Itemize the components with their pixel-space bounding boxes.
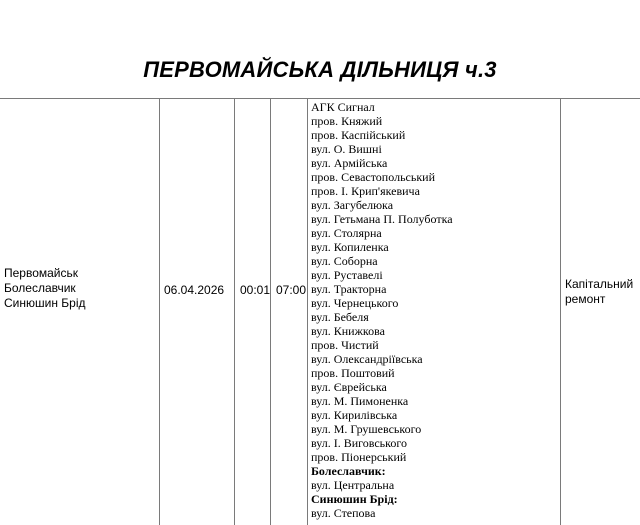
area-name: Первомайськ — [4, 266, 79, 280]
street-item: вул. М. Грушевського — [311, 422, 422, 436]
street-group-heading: Болеславчик: — [311, 464, 386, 478]
areas-cell — [4, 266, 86, 311]
street-item: вул. О. Вишні — [311, 142, 382, 156]
street-item: вул. Армійська — [311, 156, 388, 170]
street-item: вул. Єврейська — [311, 380, 387, 394]
street-item: вул. Книжкова — [311, 324, 385, 338]
outage-start-time: 00:01 — [240, 283, 271, 297]
street-item: вул. М. Пимоненка — [311, 394, 409, 408]
area-name: Болеславчик — [4, 281, 76, 295]
street-item: вул. Копиленка — [311, 240, 389, 254]
column-divider — [270, 98, 271, 525]
street-group-heading: Синюшин Брід: — [311, 492, 398, 506]
street-item: пров. Княжий — [311, 114, 383, 128]
reason-line: ремонт — [565, 292, 606, 306]
column-divider — [307, 98, 308, 525]
street-item: пров. Піонерський — [311, 450, 407, 464]
street-item: вул. Олександріївська — [311, 352, 423, 366]
street-item: вул. Загубелюка — [311, 198, 394, 212]
page-title: ПЕРВОМАЙСЬКА ДІЛЬНИЦЯ ч.3 — [143, 57, 497, 82]
street-list — [311, 100, 453, 520]
outage-reason — [565, 277, 633, 307]
street-item: вул. Кирилівська — [311, 408, 398, 422]
street-item: АГК Сигнал — [311, 100, 375, 114]
outage-end-time: 07:00 — [276, 283, 307, 297]
column-divider — [560, 98, 561, 525]
outage-table — [0, 98, 640, 525]
column-divider — [159, 98, 160, 525]
street-item: пров. Поштовий — [311, 366, 395, 380]
table-top-border — [0, 98, 640, 99]
street-item: вул. І. Виговського — [311, 436, 407, 450]
area-name: Синюшин Брід — [4, 296, 86, 310]
street-item: вул. Тракторна — [311, 282, 387, 296]
street-item: вул. Бебеля — [311, 310, 369, 324]
column-divider — [234, 98, 235, 525]
street-item: вул. Руставелі — [311, 268, 383, 282]
reason-line: Капітальний — [565, 277, 634, 291]
street-item: вул. Степова — [311, 506, 376, 520]
street-item: вул. Столярна — [311, 226, 382, 240]
street-item: пров. Чистий — [311, 338, 379, 352]
street-item: вул. Чернецького — [311, 296, 399, 310]
street-item: пров. Севастопольський — [311, 170, 436, 184]
street-item: пров. Каспійський — [311, 128, 406, 142]
outage-date: 06.04.2026 — [164, 283, 225, 297]
street-item: пров. І. Крип'якевича — [311, 184, 420, 198]
street-item: вул. Центральна — [311, 478, 395, 492]
street-item: вул. Соборна — [311, 254, 378, 268]
street-item: вул. Гетьмана П. Полуботка — [311, 212, 453, 226]
